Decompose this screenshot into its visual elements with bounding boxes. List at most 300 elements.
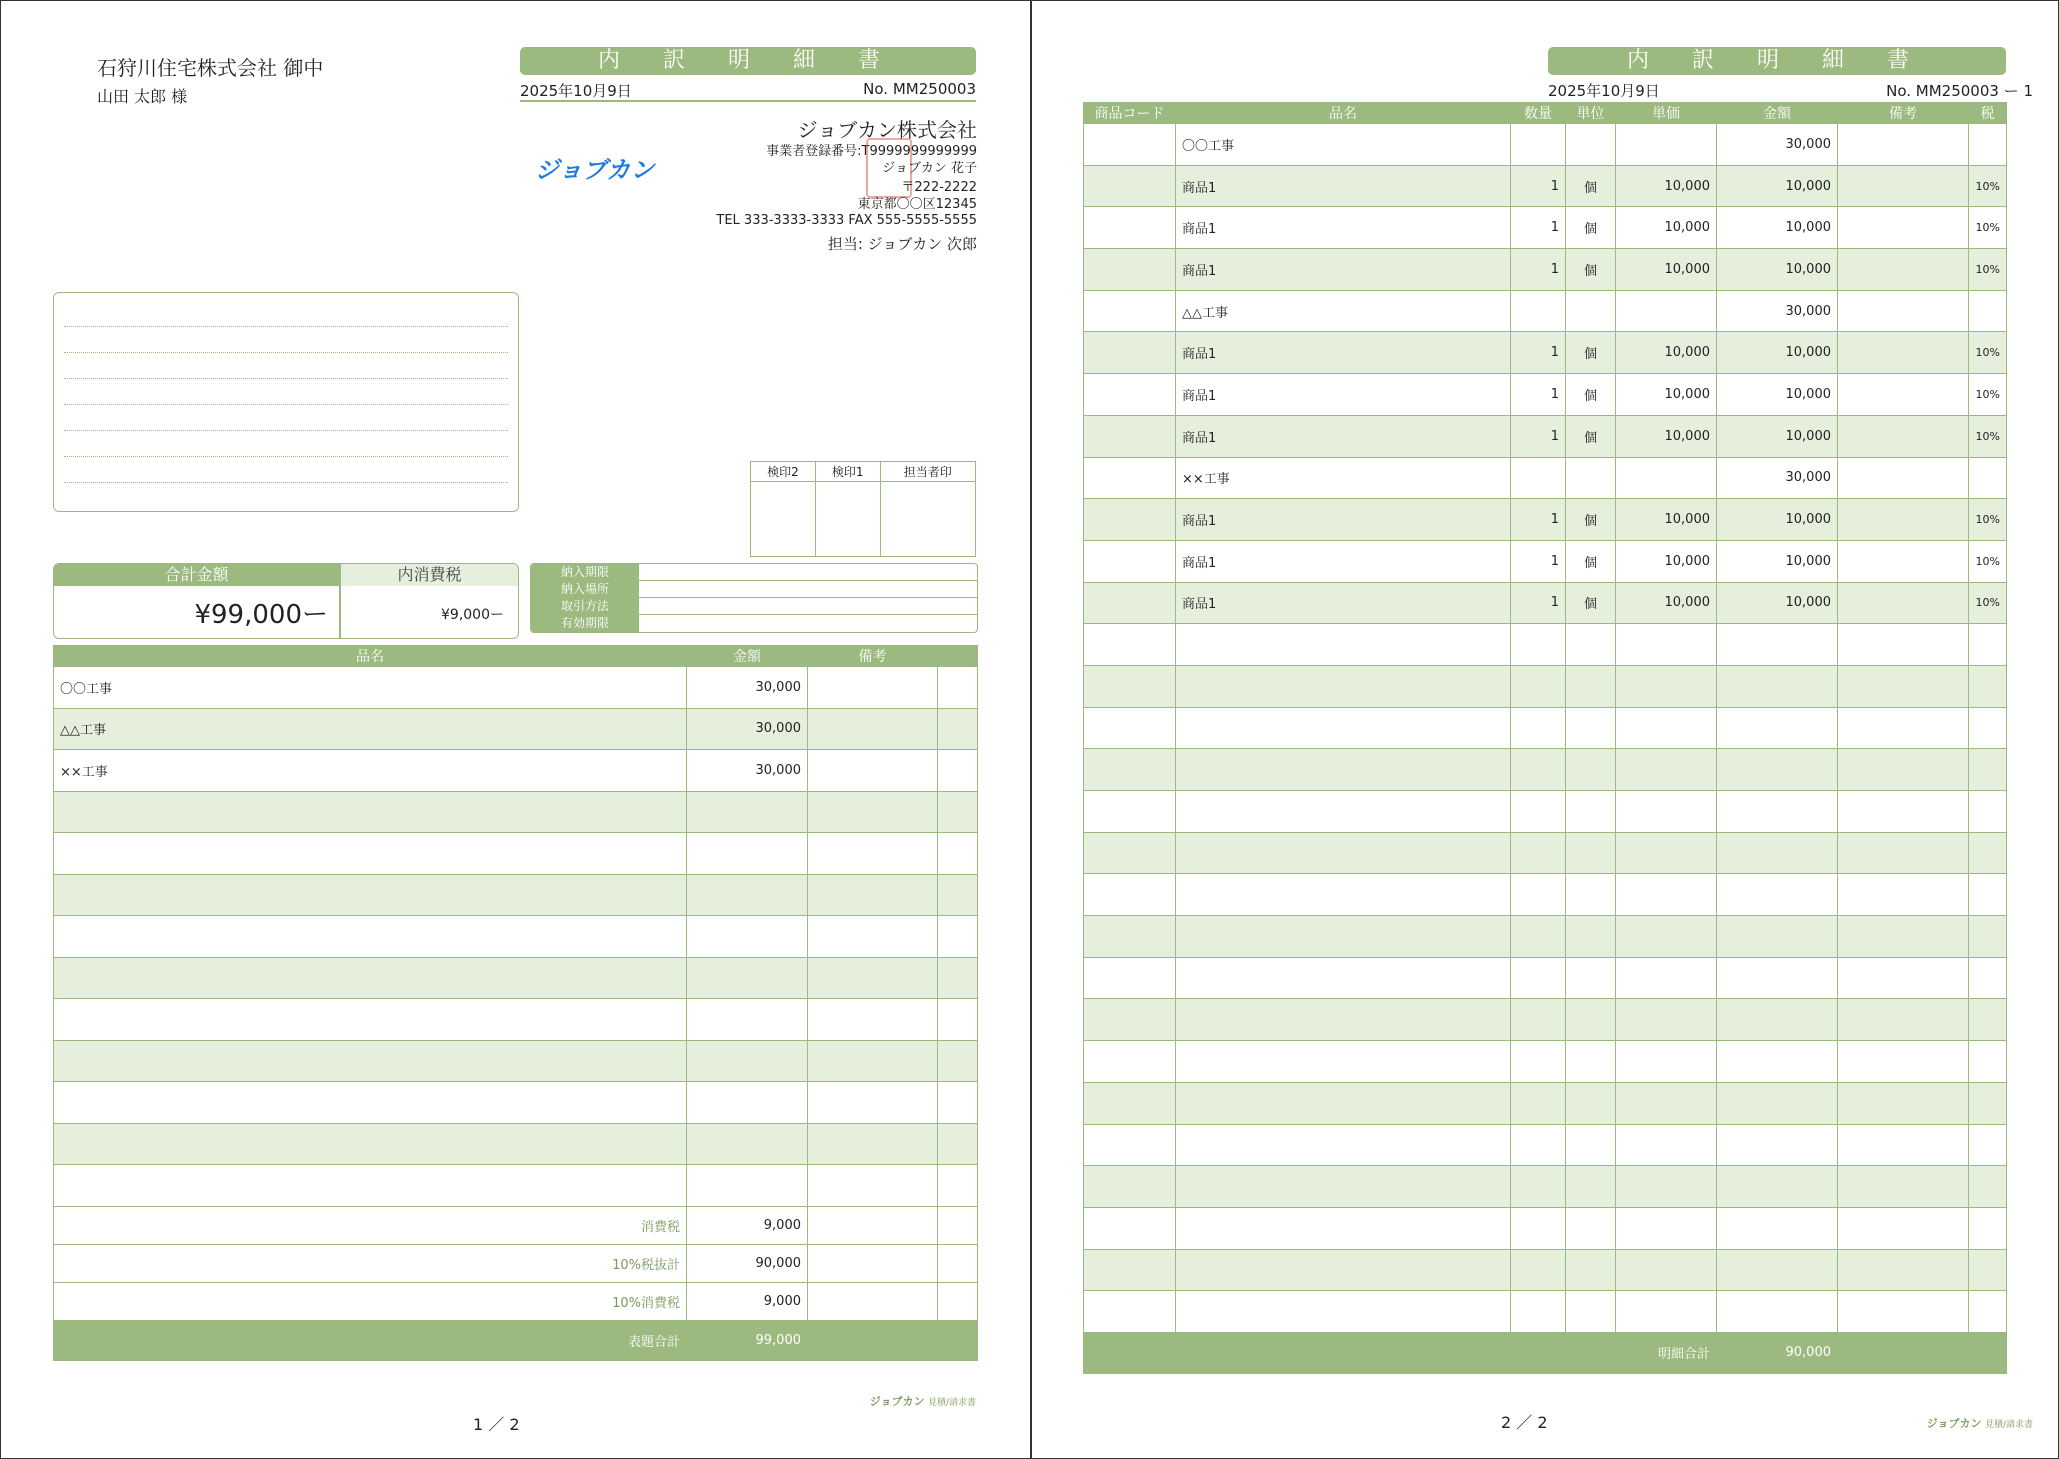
row-price (1616, 290, 1717, 332)
row-name: 商品1 (1176, 374, 1511, 416)
row-tax (1969, 665, 2007, 707)
col-header-code: 商品コード (1084, 103, 1176, 124)
row-price: 10,000 (1616, 582, 1717, 624)
stamp-cell (751, 482, 816, 557)
row-amount (1717, 832, 1838, 874)
footer-brand (870, 1393, 976, 1409)
issuer-postal: 〒222-2222 (901, 180, 977, 195)
row-amount (1717, 624, 1838, 666)
row-name: 商品1 (1176, 582, 1511, 624)
page-number: 2 ／ 2 (1501, 1413, 1548, 1432)
row-note (1838, 540, 1969, 582)
table-row (54, 667, 978, 709)
row-amount: 10,000 (1717, 499, 1838, 541)
row-code (1084, 1166, 1176, 1208)
row-tax: 10% (1969, 374, 2007, 416)
table-row (1084, 124, 2007, 166)
row-tax (1969, 791, 2007, 833)
row-name (1176, 791, 1511, 833)
row-amount: 10,000 (1717, 332, 1838, 374)
row-unit: 個 (1566, 415, 1616, 457)
detail-total-row (1084, 1332, 2007, 1373)
row-code (1084, 832, 1176, 874)
row-code (1084, 1082, 1176, 1124)
table-row (1084, 665, 2007, 707)
row-qty (1511, 707, 1566, 749)
row-note (1838, 415, 1969, 457)
table-row (1084, 457, 2007, 499)
table-row (54, 957, 978, 999)
terms-label: 納入場所 (560, 582, 609, 596)
row-unit (1566, 999, 1616, 1041)
row-qty: 1 (1511, 165, 1566, 207)
grand-total-row (54, 1320, 978, 1360)
issuer-person: ジョブカン 花子 (882, 161, 977, 176)
row-qty: 1 (1511, 332, 1566, 374)
row-price (1616, 1082, 1717, 1124)
row-amount (1717, 874, 1838, 916)
row-qty (1511, 1249, 1566, 1291)
row-note (1838, 1082, 1969, 1124)
table-row (54, 999, 978, 1041)
row-code (1084, 165, 1176, 207)
row-code (1084, 1291, 1176, 1333)
row-price: 10,000 (1616, 207, 1717, 249)
row-note (1838, 332, 1969, 374)
doc-title: 内 訳 明 細 書 (520, 47, 976, 75)
row-note (1838, 374, 1969, 416)
row-qty (1511, 290, 1566, 332)
row-amount (1717, 1124, 1838, 1166)
row-price (1616, 124, 1717, 166)
row-price: 10,000 (1616, 540, 1717, 582)
row-code (1084, 749, 1176, 791)
row-price (1616, 1249, 1717, 1291)
row-amount (1717, 916, 1838, 958)
summary-label: 10%税抜計 (54, 1244, 687, 1282)
row-price (1616, 874, 1717, 916)
page-number: 1 ／ 2 (473, 1415, 520, 1434)
row-amount: 30,000 (687, 750, 808, 792)
row-qty: 1 (1511, 499, 1566, 541)
row-code (1084, 249, 1176, 291)
row-price (1616, 916, 1717, 958)
table-row (54, 1040, 978, 1082)
detail-total-label: 明細合計 (1616, 1332, 1717, 1373)
row-unit: 個 (1566, 499, 1616, 541)
table-row (1084, 791, 2007, 833)
row-tax (1969, 457, 2007, 499)
terms-label: 有効期限 (560, 616, 609, 630)
row-price (1616, 707, 1717, 749)
stamp-cell (815, 482, 880, 557)
row-qty (1511, 999, 1566, 1041)
row-code (1084, 374, 1176, 416)
stamp-label-2: 検印1 (815, 462, 880, 482)
row-price: 10,000 (1616, 165, 1717, 207)
row-tax: 10% (1969, 582, 2007, 624)
table-row (1084, 499, 2007, 541)
row-note (1838, 832, 1969, 874)
row-amount: 30,000 (687, 667, 808, 709)
table-row (1084, 832, 2007, 874)
row-code (1084, 916, 1176, 958)
grand-total-label: 表題合計 (54, 1320, 687, 1360)
row-note (1838, 1207, 1969, 1249)
table-row (1084, 207, 2007, 249)
row-tax (1969, 1291, 2007, 1333)
row-code (1084, 999, 1176, 1041)
row-amount (1717, 1082, 1838, 1124)
table-row (54, 1082, 978, 1124)
table-row (1084, 957, 2007, 999)
row-unit: 個 (1566, 207, 1616, 249)
row-amount (1717, 749, 1838, 791)
row-unit (1566, 624, 1616, 666)
row-name (1176, 916, 1511, 958)
detail-table (1083, 102, 2007, 1374)
stamp-label-3: 担当者印 (880, 462, 975, 482)
row-unit (1566, 1207, 1616, 1249)
row-unit (1566, 665, 1616, 707)
row-qty (1511, 1166, 1566, 1208)
row-unit (1566, 916, 1616, 958)
row-price (1616, 791, 1717, 833)
row-note (1838, 999, 1969, 1041)
row-amount (1717, 1166, 1838, 1208)
row-code (1084, 290, 1176, 332)
row-note (1838, 249, 1969, 291)
row-code (1084, 124, 1176, 166)
row-unit (1566, 749, 1616, 791)
col-header-unit: 単位 (1566, 103, 1616, 124)
row-qty: 1 (1511, 374, 1566, 416)
row-unit: 個 (1566, 332, 1616, 374)
issuer-registration: 事業者登録番号:T9999999999999 (766, 144, 977, 159)
issuer-company: ジョブカン株式会社 (797, 118, 977, 142)
table-row (1084, 1249, 2007, 1291)
issuer-tel-fax: TEL 333-3333-3333 FAX 555-5555-5555 (716, 213, 977, 228)
row-price: 10,000 (1616, 249, 1717, 291)
row-unit (1566, 457, 1616, 499)
row-tax (1969, 290, 2007, 332)
table-row (1084, 707, 2007, 749)
table-row (1084, 1124, 2007, 1166)
row-name (1176, 665, 1511, 707)
col-header-name: 品名 (54, 646, 687, 667)
footer-brand-name: ジョブカン (1926, 1417, 1982, 1430)
doc-number: No. MM250003 ー 1 (1886, 82, 2033, 100)
table-row (1084, 624, 2007, 666)
row-amount: 30,000 (1717, 124, 1838, 166)
row-amount: 10,000 (1717, 540, 1838, 582)
table-row (1084, 415, 2007, 457)
row-name (1176, 1291, 1511, 1333)
table-row (1084, 1166, 2007, 1208)
stamp-table (750, 461, 976, 557)
row-code (1084, 874, 1176, 916)
row-unit (1566, 1249, 1616, 1291)
table-row (1084, 916, 2007, 958)
row-name (1176, 1082, 1511, 1124)
title-underline (520, 100, 976, 102)
summary-value: 9,000 (687, 1206, 808, 1244)
row-name (1176, 1041, 1511, 1083)
company-logo: ジョブカン (535, 156, 655, 184)
row-amount: 30,000 (687, 708, 808, 750)
col-header-blank (938, 646, 978, 667)
table-row (1084, 249, 2007, 291)
col-header-amount: 金額 (1717, 103, 1838, 124)
row-code (1084, 665, 1176, 707)
row-qty: 1 (1511, 540, 1566, 582)
row-code (1084, 1041, 1176, 1083)
row-amount (1717, 957, 1838, 999)
row-note (1838, 582, 1969, 624)
table-row (54, 750, 978, 792)
row-name: 〇〇工事 (1176, 124, 1511, 166)
doc-number: No. MM250003 (863, 80, 976, 98)
row-name (1176, 1124, 1511, 1166)
row-price: 10,000 (1616, 499, 1717, 541)
row-tax (1969, 1207, 2007, 1249)
row-unit (1566, 124, 1616, 166)
row-name (1176, 1249, 1511, 1291)
doc-title: 内 訳 明 細 書 (1548, 47, 2006, 75)
row-name: 商品1 (1176, 332, 1511, 374)
row-price (1616, 665, 1717, 707)
row-name: 商品1 (1176, 165, 1511, 207)
recipient-person: 山田 太郎 様 (97, 87, 188, 106)
row-unit (1566, 791, 1616, 833)
row-code (1084, 332, 1176, 374)
row-tax (1969, 1041, 2007, 1083)
row-tax: 10% (1969, 499, 2007, 541)
row-price: 10,000 (1616, 374, 1717, 416)
row-code (1084, 791, 1176, 833)
row-unit (1566, 1041, 1616, 1083)
total-box (53, 563, 519, 639)
row-name (1176, 1166, 1511, 1208)
row-unit (1566, 1291, 1616, 1333)
table-row (54, 874, 978, 916)
row-qty: 1 (1511, 415, 1566, 457)
row-qty: 1 (1511, 249, 1566, 291)
row-note (1838, 499, 1969, 541)
row-price (1616, 624, 1717, 666)
row-note (1838, 1249, 1969, 1291)
row-tax: 10% (1969, 249, 2007, 291)
row-amount: 10,000 (1717, 415, 1838, 457)
table-row (54, 833, 978, 875)
total-label: 合計金額 (54, 564, 339, 586)
row-qty (1511, 1041, 1566, 1083)
row-code (1084, 624, 1176, 666)
row-code (1084, 499, 1176, 541)
row-tax (1969, 1166, 2007, 1208)
row-name (1176, 707, 1511, 749)
row-name: 商品1 (1176, 499, 1511, 541)
row-code (1084, 1124, 1176, 1166)
row-tax (1969, 707, 2007, 749)
row-amount: 30,000 (1717, 290, 1838, 332)
table-row (1084, 874, 2007, 916)
col-header-tax: 税 (1969, 103, 2007, 124)
row-tax (1969, 916, 2007, 958)
row-price (1616, 749, 1717, 791)
row-tax: 10% (1969, 332, 2007, 374)
row-name (1176, 624, 1511, 666)
recipient-company: 石狩川住宅株式会社 御中 (97, 56, 324, 80)
col-header-price: 単価 (1616, 103, 1717, 124)
row-code (1084, 207, 1176, 249)
row-name: △△工事 (54, 708, 687, 750)
row-note (1838, 1041, 1969, 1083)
row-unit (1566, 957, 1616, 999)
row-amount (1717, 665, 1838, 707)
row-qty: 1 (1511, 582, 1566, 624)
row-name (1176, 1207, 1511, 1249)
summary-row (54, 1244, 978, 1282)
row-code (1084, 707, 1176, 749)
row-qty (1511, 874, 1566, 916)
row-tax (1969, 1249, 2007, 1291)
row-amount: 10,000 (1717, 165, 1838, 207)
row-qty (1511, 457, 1566, 499)
table-row (1084, 374, 2007, 416)
row-price (1616, 1041, 1717, 1083)
table-row (1084, 332, 2007, 374)
row-amount (1717, 1291, 1838, 1333)
issue-date: 2025年10月9日 (1548, 82, 1660, 100)
table-row (54, 708, 978, 750)
row-note (1838, 165, 1969, 207)
row-note (1838, 749, 1969, 791)
row-unit: 個 (1566, 249, 1616, 291)
row-amount: 10,000 (1717, 249, 1838, 291)
row-name (1176, 749, 1511, 791)
row-unit: 個 (1566, 165, 1616, 207)
row-price (1616, 999, 1717, 1041)
tax-value: ¥9,000ー (441, 607, 504, 623)
row-tax (1969, 749, 2007, 791)
row-amount: 30,000 (1717, 457, 1838, 499)
row-note (1838, 1166, 1969, 1208)
summary-label: 消費税 (54, 1206, 687, 1244)
row-qty: 1 (1511, 207, 1566, 249)
table-row (1084, 290, 2007, 332)
row-amount: 10,000 (1717, 374, 1838, 416)
stamp-cell (880, 482, 975, 557)
row-unit (1566, 707, 1616, 749)
row-price (1616, 457, 1717, 499)
row-tax: 10% (1969, 165, 2007, 207)
row-tax: 10% (1969, 415, 2007, 457)
row-unit (1566, 1124, 1616, 1166)
row-name: △△工事 (1176, 290, 1511, 332)
row-amount (1717, 1041, 1838, 1083)
table-row (54, 791, 978, 833)
row-qty (1511, 665, 1566, 707)
row-qty (1511, 957, 1566, 999)
row-note (1838, 207, 1969, 249)
row-name: ××工事 (1176, 457, 1511, 499)
row-qty (1511, 1291, 1566, 1333)
row-price (1616, 1124, 1717, 1166)
table-row (1084, 999, 2007, 1041)
row-note (1838, 624, 1969, 666)
row-amount (1717, 707, 1838, 749)
grand-total-value: 99,000 (687, 1320, 808, 1360)
row-unit: 個 (1566, 374, 1616, 416)
table-row (1084, 165, 2007, 207)
summary-value: 90,000 (687, 1244, 808, 1282)
row-price (1616, 1207, 1717, 1249)
row-code (1084, 457, 1176, 499)
footer-brand-sub: 見積/請求書 (927, 1398, 976, 1408)
row-qty (1511, 1207, 1566, 1249)
row-tax: 10% (1969, 540, 2007, 582)
row-note (1838, 124, 1969, 166)
row-note (1838, 957, 1969, 999)
row-qty (1511, 624, 1566, 666)
row-qty (1511, 1124, 1566, 1166)
table-row (1084, 540, 2007, 582)
issuer-contact: 担当: ジョブカン 次郎 (827, 235, 977, 253)
row-qty (1511, 749, 1566, 791)
footer-brand-name: ジョブカン (869, 1395, 925, 1408)
row-unit (1566, 1082, 1616, 1124)
row-price (1616, 1291, 1717, 1333)
row-note (1838, 1291, 1969, 1333)
table-row (1084, 1082, 2007, 1124)
tax-label: 内消費税 (339, 564, 519, 586)
row-code (1084, 582, 1176, 624)
summary-row (54, 1206, 978, 1244)
memo-box (53, 292, 519, 512)
row-price (1616, 1166, 1717, 1208)
row-note (1838, 707, 1969, 749)
issuer-address: 東京都〇〇区12345 (857, 197, 977, 212)
row-amount (1717, 1249, 1838, 1291)
row-qty (1511, 791, 1566, 833)
row-note (1838, 457, 1969, 499)
row-tax (1969, 957, 2007, 999)
row-code (1084, 1249, 1176, 1291)
row-code (1084, 957, 1176, 999)
row-price: 10,000 (1616, 332, 1717, 374)
row-amount: 10,000 (1717, 207, 1838, 249)
row-name: 商品1 (1176, 540, 1511, 582)
row-qty (1511, 124, 1566, 166)
table-row (54, 1165, 978, 1207)
row-amount: 10,000 (1717, 582, 1838, 624)
footer-brand (1927, 1415, 2033, 1431)
row-tax (1969, 124, 2007, 166)
row-note (1838, 665, 1969, 707)
detail-total-value: 90,000 (1717, 1332, 1838, 1373)
row-name (1176, 832, 1511, 874)
row-name: 商品1 (1176, 415, 1511, 457)
row-name (1176, 957, 1511, 999)
table-row (54, 916, 978, 958)
total-value: ¥99,000ー (194, 600, 328, 630)
row-name: 商品1 (1176, 207, 1511, 249)
terms-box (530, 563, 978, 633)
row-tax (1969, 999, 2007, 1041)
row-unit: 個 (1566, 582, 1616, 624)
row-unit (1566, 1166, 1616, 1208)
